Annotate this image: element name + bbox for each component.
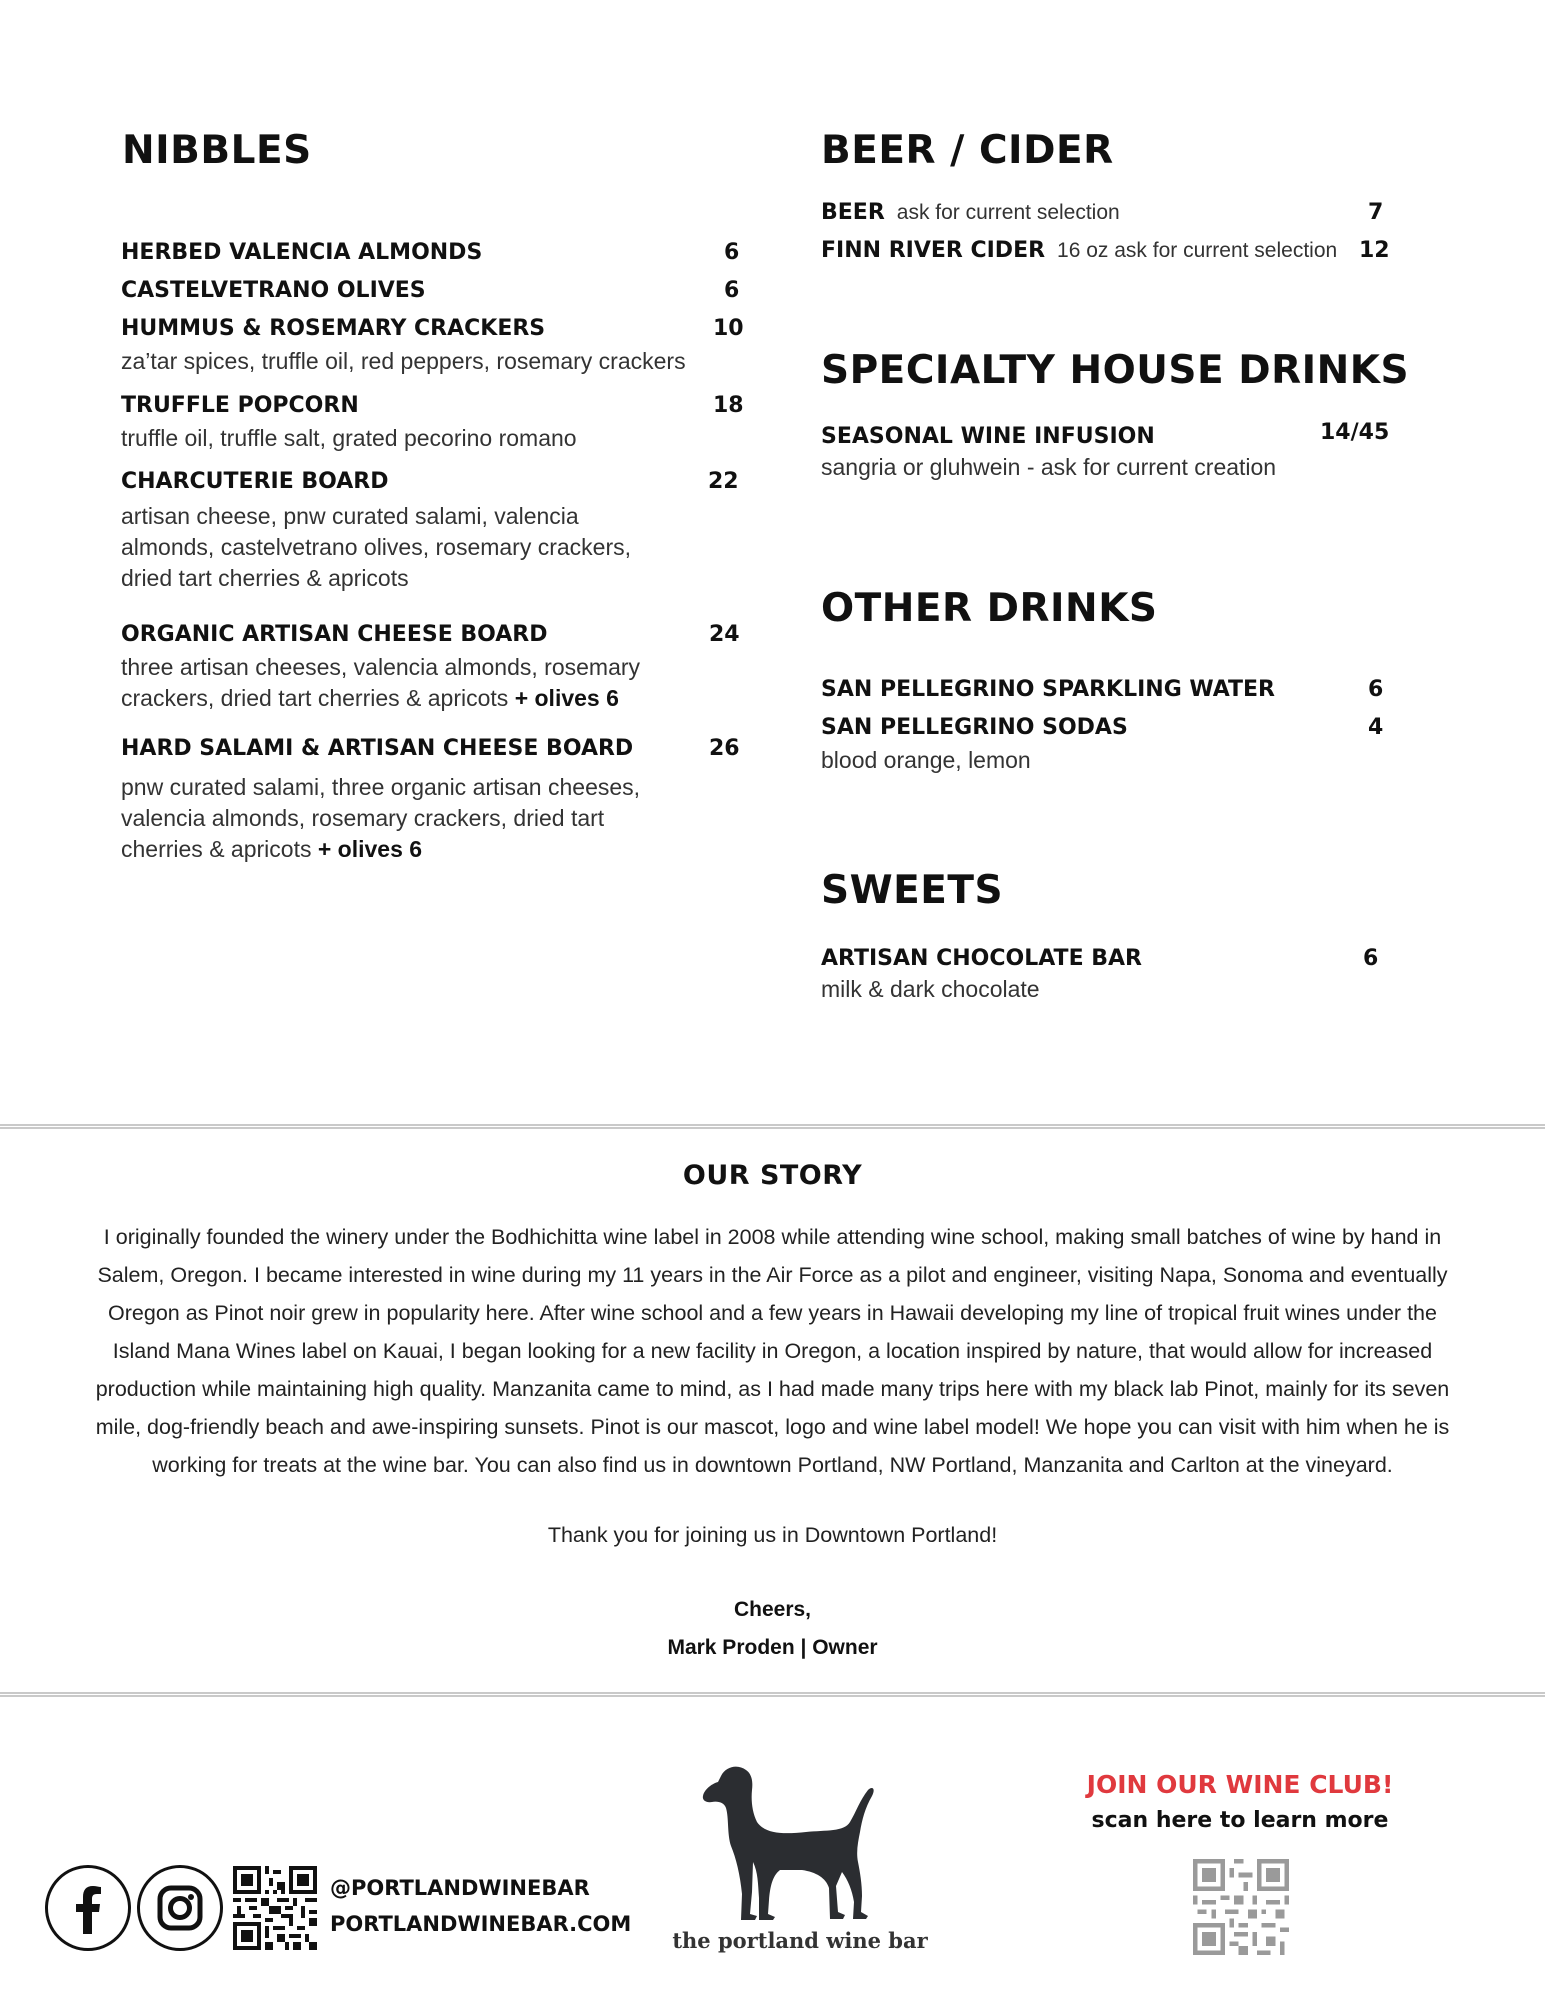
item-description: three artisan cheeses, valencia almonds, rosemary crackers, dried tart cherries & apricots + olives 6 (121, 654, 641, 711)
menu-item (121, 469, 741, 599)
instagram-icon[interactable] (137, 1865, 223, 1951)
story-body: I originally founded the winery under the Bodhichitta wine label in 2008 while attending wine school, making small batches of wine by hand in Salem, Oregon. I became interested in wine during my 11 years in the Air Force as a pilot and engineer, visiting Napa, Sonoma and eventually Oregon as Pinot noir grew in popularity here. After wine school and a few years in Hawaii developing my line of tropical fruit wines under the Island Mana Wines label on Kauai, I began looking for a new facility in Oregon, a location inspired by nature, that would allow for increased production while maintaining high quality. Manzanita came to mind, as I had made many trips here with my black lab Pinot, mainly for its seven mile, dog-friendly beach and awe-inspiring sunsets. Pinot is our mascot, logo and wine label model! We hope you can visit with him when he is working for treats at the wine bar. You can also find us in downtown Portland, NW Portland, Manzanita and Carlton at the vineyard. (95, 1225, 1450, 1477)
menu-item (821, 677, 1391, 707)
menu-item (821, 946, 1391, 1010)
item-name: TRUFFLE POPCORN (121, 393, 359, 418)
item-price: 6 (1363, 946, 1379, 971)
item-name: FINN RIVER CIDER 16 oz ask for current selection (821, 238, 1338, 263)
item-price: 7 (1368, 200, 1384, 225)
menu-item (121, 393, 744, 457)
item-name: CASTELVETRANO OLIVES (121, 278, 426, 303)
item-description: 16 oz ask for current selection (1057, 239, 1338, 262)
wine-club-title: JOIN OUR WINE CLUB! (1086, 1770, 1394, 1799)
facebook-icon[interactable] (45, 1865, 131, 1951)
item-name: ORGANIC ARTISAN CHEESE BOARD (121, 622, 548, 647)
item-name: BEER ask for current selection (821, 200, 1120, 225)
item-name: HERBED VALENCIA ALMONDS (121, 240, 483, 265)
beer-cider-title: BEER / CIDER (821, 128, 1114, 173)
menu-item (121, 278, 741, 308)
item-price: 10 (713, 316, 744, 341)
addon-olives: + olives 6 (317, 836, 423, 862)
website-link[interactable]: PORTLANDWINEBAR.COM (330, 1912, 632, 1936)
specialty-title: SPECIALTY HOUSE DRINKS (821, 348, 1410, 393)
item-name: SEASONAL WINE INFUSION (821, 424, 1155, 449)
menu-item (121, 316, 744, 380)
item-price: 22 (708, 469, 739, 494)
story-thanks: Thank you for joining us in Downtown Portland! (547, 1523, 998, 1547)
item-description: artisan cheese, pnw curated salami, valencia almonds, castelvetrano olives, rosemary crackers, dried tart cherries & apricots (121, 503, 632, 591)
brand-name: the portland wine bar (672, 1928, 928, 1953)
item-description: za’tar spices, truffle oil, red peppers, rosemary crackers (121, 348, 686, 374)
social-handle[interactable]: @PORTLANDWINEBAR (330, 1876, 590, 1900)
other-drinks-title: OTHER DRINKS (821, 586, 1158, 631)
menu-item (121, 736, 741, 866)
signoff: Cheers, (733, 1598, 812, 1621)
menu-item (821, 200, 1391, 230)
menu-item (121, 622, 741, 722)
qr-code-icon[interactable] (233, 1866, 317, 1950)
item-description: milk & dark chocolate (821, 976, 1040, 1002)
item-description: sangria or gluhwein - ask for current creation (821, 454, 1277, 480)
item-description: pnw curated salami, three organic artisan cheeses, valencia almonds, rosemary crackers, dried tart cherries & apricots + olives 6 (121, 774, 641, 862)
item-name: CHARCUTERIE BOARD (121, 469, 389, 494)
item-name: SAN PELLEGRINO SODAS (821, 715, 1128, 740)
item-name: ARTISAN CHOCOLATE BAR (821, 946, 1142, 971)
divider-top (0, 1124, 1545, 1129)
item-price: 6 (724, 278, 740, 303)
item-name: HARD SALAMI & ARTISAN CHEESE BOARD (121, 736, 634, 761)
addon-olives: + olives 6 (514, 685, 619, 711)
sweets-title: SWEETS (821, 868, 1004, 913)
nibbles-title: NIBBLES (122, 128, 312, 173)
signature: Mark Proden | Owner (667, 1636, 878, 1659)
menu-item (121, 240, 741, 270)
item-price: 24 (709, 622, 740, 647)
item-price: 18 (713, 393, 744, 418)
item-description: truffle oil, truffle salt, grated pecorino romano (121, 425, 577, 451)
item-price: 14/45 (1320, 420, 1390, 445)
item-price: 26 (709, 736, 740, 761)
menu-item (821, 422, 1391, 486)
wine-club-subtitle: scan here to learn more (1091, 1808, 1389, 1833)
item-name: HUMMUS & ROSEMARY CRACKERS (121, 316, 546, 341)
item-description: ask for current selection (896, 201, 1120, 224)
menu-item (821, 715, 1391, 779)
item-price: 6 (724, 240, 740, 265)
item-description: blood orange, lemon (821, 747, 1031, 773)
dog-logo-icon (690, 1762, 890, 1930)
menu-item (821, 238, 1391, 268)
item-price: 4 (1368, 715, 1384, 740)
qr-code-icon[interactable] (1193, 1859, 1289, 1955)
item-price: 12 (1359, 238, 1390, 263)
divider-bottom (0, 1692, 1545, 1697)
item-price: 6 (1368, 677, 1384, 702)
item-name: SAN PELLEGRINO SPARKLING WATER (821, 677, 1275, 702)
story-title: OUR STORY (682, 1160, 863, 1191)
